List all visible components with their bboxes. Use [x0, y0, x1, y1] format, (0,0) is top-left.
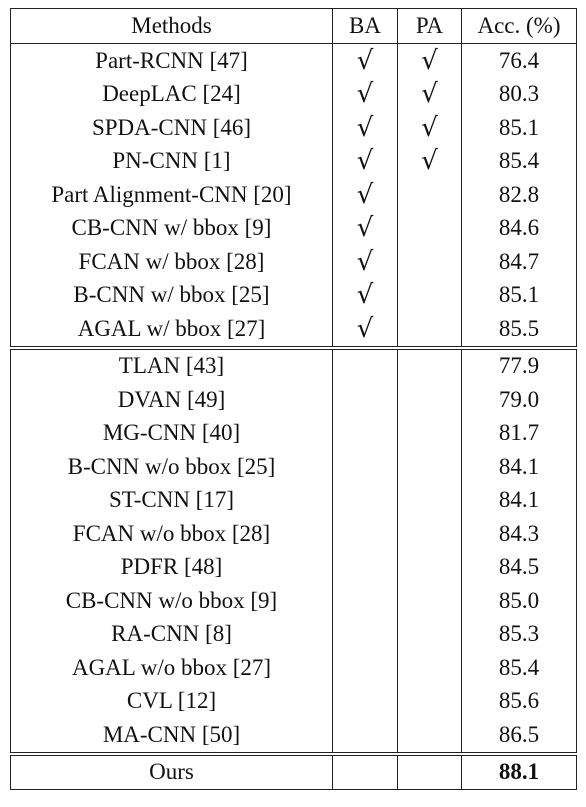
table-row — [11, 279, 577, 313]
table-row — [11, 450, 577, 484]
ba-cell: √ — [333, 279, 398, 313]
ba-cell — [333, 417, 398, 451]
method-cell: FCAN w/ bbox [28] — [11, 245, 333, 279]
pa-cell — [398, 348, 462, 384]
method-cell: B-CNN w/ bbox [25] — [11, 279, 333, 313]
pa-cell — [398, 417, 462, 451]
acc-cell: 76.4 — [462, 44, 577, 78]
acc-cell: 85.1 — [462, 279, 577, 313]
table-row — [11, 584, 577, 618]
pa-cell — [398, 212, 462, 246]
table-row — [11, 618, 577, 652]
ba-cell — [333, 348, 398, 384]
table-row — [11, 44, 577, 78]
method-cell: MG-CNN [40] — [11, 417, 333, 451]
ba-cell — [333, 584, 398, 618]
table-row — [11, 417, 577, 451]
acc-cell: 79.0 — [462, 383, 577, 417]
table-row — [11, 651, 577, 685]
ba-cell: √ — [333, 178, 398, 212]
acc-cell: 84.3 — [462, 517, 577, 551]
table-row — [11, 718, 577, 754]
header-acc: Acc. (%) — [462, 9, 577, 44]
method-cell: FCAN w/o bbox [28] — [11, 517, 333, 551]
pa-cell — [398, 178, 462, 212]
ba-cell: √ — [333, 212, 398, 246]
table-row — [11, 145, 577, 179]
pa-cell — [398, 754, 462, 790]
method-cell: CB-CNN w/ bbox [9] — [11, 212, 333, 246]
method-cell: RA-CNN [8] — [11, 618, 333, 652]
ba-cell — [333, 484, 398, 518]
acc-cell: 84.7 — [462, 245, 577, 279]
ba-cell: √ — [333, 44, 398, 78]
group-without-annotations — [11, 348, 577, 754]
table-row — [11, 685, 577, 719]
table-row — [11, 484, 577, 518]
ba-cell: √ — [333, 145, 398, 179]
ba-cell — [333, 685, 398, 719]
pa-cell — [398, 618, 462, 652]
method-cell: AGAL w/ bbox [27] — [11, 312, 333, 348]
ba-cell — [333, 383, 398, 417]
pa-cell: √ — [398, 145, 462, 179]
method-cell: SPDA-CNN [46] — [11, 111, 333, 145]
acc-cell: 85.4 — [462, 651, 577, 685]
pa-cell — [398, 685, 462, 719]
table-row — [11, 178, 577, 212]
acc-cell: 84.1 — [462, 484, 577, 518]
pa-cell: √ — [398, 44, 462, 78]
acc-cell: 85.0 — [462, 584, 577, 618]
table-row — [11, 212, 577, 246]
ba-cell — [333, 754, 398, 790]
acc-cell: 84.1 — [462, 450, 577, 484]
method-cell: DVAN [49] — [11, 383, 333, 417]
method-cell: Part Alignment-CNN [20] — [11, 178, 333, 212]
acc-cell: 85.3 — [462, 618, 577, 652]
ba-cell — [333, 450, 398, 484]
method-cell: B-CNN w/o bbox [25] — [11, 450, 333, 484]
acc-cell: 85.1 — [462, 111, 577, 145]
header-methods: Methods — [11, 9, 333, 44]
pa-cell — [398, 383, 462, 417]
acc-cell: 77.9 — [462, 348, 577, 384]
pa-cell: √ — [398, 78, 462, 112]
table-row — [11, 348, 577, 384]
ba-cell: √ — [333, 78, 398, 112]
acc-cell: 85.5 — [462, 312, 577, 348]
method-cell: DeepLAC [24] — [11, 78, 333, 112]
acc-cell-best: 88.1 — [462, 754, 577, 790]
method-cell: TLAN [43] — [11, 348, 333, 384]
table-row — [11, 383, 577, 417]
acc-cell: 85.4 — [462, 145, 577, 179]
header-ba: BA — [333, 9, 398, 44]
ba-cell — [333, 718, 398, 754]
method-cell: CB-CNN w/o bbox [9] — [11, 584, 333, 618]
pa-cell — [398, 245, 462, 279]
group-with-annotations — [11, 44, 577, 348]
ba-cell: √ — [333, 312, 398, 348]
pa-cell — [398, 484, 462, 518]
table-row — [11, 312, 577, 348]
acc-cell: 86.5 — [462, 718, 577, 754]
ba-cell — [333, 651, 398, 685]
pa-cell — [398, 517, 462, 551]
pa-cell — [398, 279, 462, 313]
acc-cell: 80.3 — [462, 78, 577, 112]
method-cell: Ours — [11, 754, 333, 790]
header-row — [11, 9, 577, 44]
acc-cell: 84.6 — [462, 212, 577, 246]
acc-cell: 85.6 — [462, 685, 577, 719]
pa-cell — [398, 551, 462, 585]
table-row — [11, 551, 577, 585]
pa-cell — [398, 450, 462, 484]
ba-cell: √ — [333, 111, 398, 145]
ba-cell — [333, 517, 398, 551]
pa-cell — [398, 584, 462, 618]
acc-cell: 84.5 — [462, 551, 577, 585]
method-cell: MA-CNN [50] — [11, 718, 333, 754]
method-cell: CVL [12] — [11, 685, 333, 719]
method-cell: PN-CNN [1] — [11, 145, 333, 179]
pa-cell — [398, 718, 462, 754]
header-pa: PA — [398, 9, 462, 44]
pa-cell: √ — [398, 111, 462, 145]
method-cell: Part-RCNN [47] — [11, 44, 333, 78]
table-row — [11, 517, 577, 551]
table-row — [11, 245, 577, 279]
ba-cell — [333, 618, 398, 652]
method-cell: ST-CNN [17] — [11, 484, 333, 518]
ours-group — [11, 754, 577, 790]
results-table — [10, 8, 577, 790]
acc-cell: 81.7 — [462, 417, 577, 451]
table-row — [11, 78, 577, 112]
ba-cell: √ — [333, 245, 398, 279]
method-cell: PDFR [48] — [11, 551, 333, 585]
method-cell: AGAL w/o bbox [27] — [11, 651, 333, 685]
acc-cell: 82.8 — [462, 178, 577, 212]
pa-cell — [398, 651, 462, 685]
ba-cell — [333, 551, 398, 585]
pa-cell — [398, 312, 462, 348]
table-row — [11, 111, 577, 145]
table-row-ours — [11, 754, 577, 790]
